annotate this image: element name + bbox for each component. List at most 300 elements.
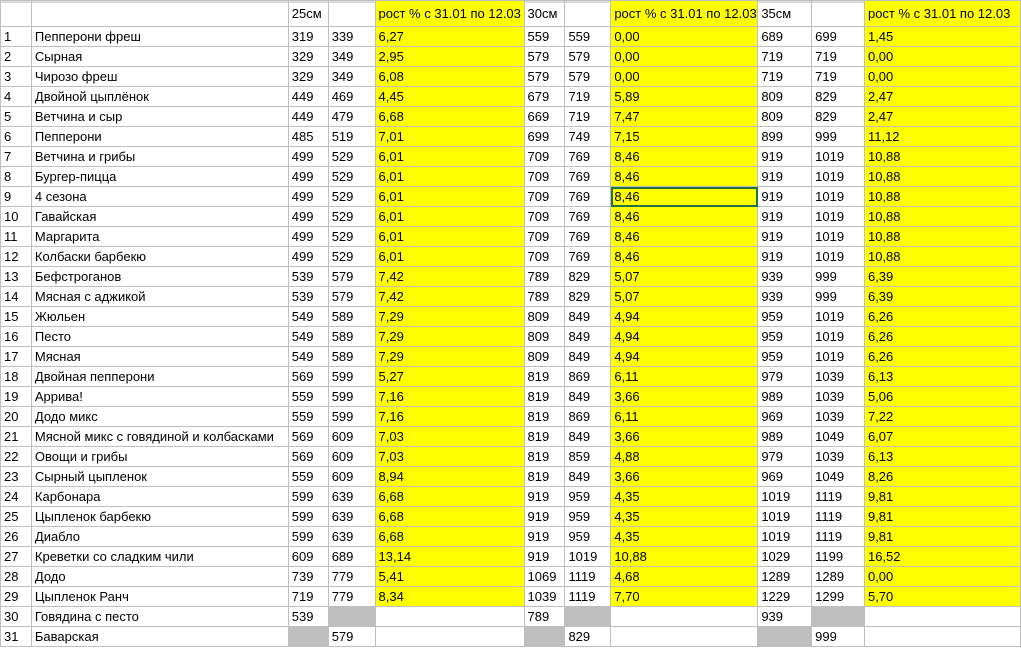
row-number-cell[interactable]: 14 bbox=[1, 287, 32, 307]
table-cell[interactable]: 499 bbox=[288, 187, 328, 207]
table-cell[interactable]: 7,03 bbox=[375, 427, 524, 447]
table-cell[interactable]: 2,47 bbox=[864, 87, 1020, 107]
table-cell[interactable]: 0,00 bbox=[611, 27, 758, 47]
table-cell[interactable]: 11,12 bbox=[864, 127, 1020, 147]
table-cell[interactable]: 709 bbox=[524, 247, 565, 267]
table-cell[interactable]: 529 bbox=[328, 167, 375, 187]
table-cell[interactable]: 1119 bbox=[812, 507, 865, 527]
table-cell[interactable]: 8,46 bbox=[611, 227, 758, 247]
row-number-cell[interactable]: 25 bbox=[1, 507, 32, 527]
table-cell[interactable]: 1119 bbox=[565, 587, 611, 607]
table-cell[interactable]: 6,39 bbox=[864, 287, 1020, 307]
table-cell[interactable]: 1019 bbox=[812, 307, 865, 327]
table-cell[interactable]: 809 bbox=[758, 87, 812, 107]
table-cell[interactable]: 609 bbox=[328, 467, 375, 487]
table-cell[interactable]: 599 bbox=[328, 407, 375, 427]
table-cell[interactable]: 569 bbox=[288, 367, 328, 387]
header-cell[interactable]: рост % с 31.01 по 12.03 bbox=[864, 1, 1020, 27]
table-cell[interactable]: 519 bbox=[328, 127, 375, 147]
table-cell[interactable]: 809 bbox=[758, 107, 812, 127]
table-cell[interactable]: 1039 bbox=[812, 407, 865, 427]
row-number-cell[interactable]: 17 bbox=[1, 347, 32, 367]
pizza-name-cell[interactable]: Колбаски барбекю bbox=[31, 247, 288, 267]
row-number-cell[interactable]: 5 bbox=[1, 107, 32, 127]
table-cell[interactable]: 919 bbox=[524, 527, 565, 547]
table-cell[interactable]: 689 bbox=[758, 27, 812, 47]
table-cell[interactable]: 1049 bbox=[812, 467, 865, 487]
header-cell[interactable] bbox=[812, 1, 865, 27]
table-cell[interactable]: 599 bbox=[288, 527, 328, 547]
table-cell[interactable]: 549 bbox=[288, 327, 328, 347]
table-cell[interactable]: 8,34 bbox=[375, 587, 524, 607]
table-cell[interactable] bbox=[611, 607, 758, 627]
table-cell[interactable]: 589 bbox=[328, 347, 375, 367]
table-cell[interactable]: 859 bbox=[565, 447, 611, 467]
table-cell[interactable]: 7,16 bbox=[375, 407, 524, 427]
table-cell[interactable]: 579 bbox=[524, 47, 565, 67]
row-number-cell[interactable]: 26 bbox=[1, 527, 32, 547]
table-cell[interactable]: 539 bbox=[288, 287, 328, 307]
row-number-cell[interactable]: 23 bbox=[1, 467, 32, 487]
table-cell[interactable]: 689 bbox=[328, 547, 375, 567]
pizza-name-cell[interactable]: Мясная bbox=[31, 347, 288, 367]
table-cell[interactable] bbox=[565, 607, 611, 627]
table-cell[interactable]: 1019 bbox=[812, 147, 865, 167]
pizza-name-cell[interactable]: Креветки со сладким чили bbox=[31, 547, 288, 567]
table-cell[interactable]: 549 bbox=[288, 347, 328, 367]
table-cell[interactable]: 809 bbox=[524, 347, 565, 367]
table-cell[interactable]: 6,08 bbox=[375, 67, 524, 87]
table-cell[interactable]: 529 bbox=[328, 247, 375, 267]
table-cell[interactable]: 919 bbox=[758, 207, 812, 227]
pizza-name-cell[interactable]: Сырная bbox=[31, 47, 288, 67]
table-cell[interactable]: 809 bbox=[524, 307, 565, 327]
table-cell[interactable]: 8,46 bbox=[611, 147, 758, 167]
header-cell[interactable] bbox=[565, 1, 611, 27]
table-cell[interactable]: 6,13 bbox=[864, 447, 1020, 467]
pizza-name-cell[interactable]: Додо микс bbox=[31, 407, 288, 427]
table-cell[interactable]: 709 bbox=[524, 167, 565, 187]
table-cell[interactable]: 829 bbox=[812, 87, 865, 107]
table-cell[interactable]: 919 bbox=[758, 147, 812, 167]
table-cell[interactable]: 959 bbox=[758, 327, 812, 347]
table-cell[interactable]: 499 bbox=[288, 227, 328, 247]
table-cell[interactable]: 1019 bbox=[812, 207, 865, 227]
table-cell[interactable]: 1019 bbox=[812, 327, 865, 347]
table-cell[interactable]: 469 bbox=[328, 87, 375, 107]
table-cell[interactable]: 1229 bbox=[758, 587, 812, 607]
table-cell[interactable]: 8,46 bbox=[611, 247, 758, 267]
table-cell[interactable]: 7,29 bbox=[375, 307, 524, 327]
table-cell[interactable]: 8,46 bbox=[611, 187, 758, 207]
table-cell[interactable]: 6,27 bbox=[375, 27, 524, 47]
table-cell[interactable]: 709 bbox=[524, 207, 565, 227]
row-number-cell[interactable]: 3 bbox=[1, 67, 32, 87]
table-cell[interactable] bbox=[328, 607, 375, 627]
table-cell[interactable]: 819 bbox=[524, 407, 565, 427]
row-number-cell[interactable]: 16 bbox=[1, 327, 32, 347]
table-cell[interactable]: 1119 bbox=[812, 487, 865, 507]
table-cell[interactable]: 789 bbox=[524, 287, 565, 307]
row-number-cell[interactable]: 18 bbox=[1, 367, 32, 387]
table-cell[interactable]: 1119 bbox=[812, 527, 865, 547]
table-cell[interactable]: 719 bbox=[758, 47, 812, 67]
row-number-cell[interactable]: 9 bbox=[1, 187, 32, 207]
table-cell[interactable]: 599 bbox=[288, 487, 328, 507]
table-cell[interactable]: 9,81 bbox=[864, 507, 1020, 527]
table-cell[interactable]: 829 bbox=[812, 107, 865, 127]
table-cell[interactable]: 9,81 bbox=[864, 527, 1020, 547]
table-cell[interactable]: 6,11 bbox=[611, 407, 758, 427]
table-cell[interactable] bbox=[812, 607, 865, 627]
table-cell[interactable]: 719 bbox=[565, 107, 611, 127]
table-cell[interactable]: 589 bbox=[328, 327, 375, 347]
table-cell[interactable]: 999 bbox=[812, 287, 865, 307]
table-cell[interactable]: 1019 bbox=[812, 347, 865, 367]
table-cell[interactable]: 6,39 bbox=[864, 267, 1020, 287]
table-cell[interactable]: 899 bbox=[758, 127, 812, 147]
table-cell[interactable]: 6,26 bbox=[864, 307, 1020, 327]
table-cell[interactable]: 1019 bbox=[812, 167, 865, 187]
table-cell[interactable]: 709 bbox=[524, 147, 565, 167]
table-cell[interactable]: 639 bbox=[328, 487, 375, 507]
table-cell[interactable]: 6,01 bbox=[375, 247, 524, 267]
table-cell[interactable]: 7,47 bbox=[611, 107, 758, 127]
table-cell[interactable]: 8,46 bbox=[611, 167, 758, 187]
table-cell[interactable]: 1039 bbox=[812, 367, 865, 387]
table-cell[interactable]: 4,94 bbox=[611, 307, 758, 327]
table-cell[interactable]: 769 bbox=[565, 167, 611, 187]
table-cell[interactable]: 959 bbox=[565, 507, 611, 527]
row-number-cell[interactable]: 31 bbox=[1, 627, 32, 647]
table-cell[interactable]: 349 bbox=[328, 47, 375, 67]
table-cell[interactable]: 7,16 bbox=[375, 387, 524, 407]
table-cell[interactable]: 8,94 bbox=[375, 467, 524, 487]
table-cell[interactable]: 699 bbox=[812, 27, 865, 47]
table-cell[interactable] bbox=[611, 627, 758, 647]
table-cell[interactable]: 6,26 bbox=[864, 327, 1020, 347]
table-cell[interactable]: 849 bbox=[565, 427, 611, 447]
table-cell[interactable]: 499 bbox=[288, 167, 328, 187]
table-cell[interactable]: 4,45 bbox=[375, 87, 524, 107]
table-cell[interactable]: 679 bbox=[524, 87, 565, 107]
table-cell[interactable]: 5,07 bbox=[611, 267, 758, 287]
pizza-name-cell[interactable]: Двойной цыплёнок bbox=[31, 87, 288, 107]
table-cell[interactable]: 13,14 bbox=[375, 547, 524, 567]
table-cell[interactable]: 499 bbox=[288, 207, 328, 227]
table-cell[interactable]: 1299 bbox=[812, 587, 865, 607]
table-cell[interactable]: 959 bbox=[565, 527, 611, 547]
table-cell[interactable]: 5,41 bbox=[375, 567, 524, 587]
table-cell[interactable]: 829 bbox=[565, 627, 611, 647]
table-cell[interactable]: 5,89 bbox=[611, 87, 758, 107]
table-cell[interactable]: 3,66 bbox=[611, 387, 758, 407]
row-number-cell[interactable]: 13 bbox=[1, 267, 32, 287]
table-cell[interactable]: 789 bbox=[524, 607, 565, 627]
table-cell[interactable] bbox=[864, 607, 1020, 627]
table-cell[interactable]: 6,11 bbox=[611, 367, 758, 387]
table-cell[interactable]: 7,42 bbox=[375, 267, 524, 287]
table-cell[interactable]: 539 bbox=[288, 267, 328, 287]
table-cell[interactable]: 849 bbox=[565, 327, 611, 347]
table-cell[interactable]: 869 bbox=[565, 367, 611, 387]
table-cell[interactable]: 6,68 bbox=[375, 487, 524, 507]
table-cell[interactable]: 539 bbox=[288, 607, 328, 627]
table-cell[interactable]: 849 bbox=[565, 467, 611, 487]
table-cell[interactable]: 10,88 bbox=[864, 227, 1020, 247]
table-cell[interactable]: 449 bbox=[288, 87, 328, 107]
table-cell[interactable]: 569 bbox=[288, 427, 328, 447]
row-number-cell[interactable]: 12 bbox=[1, 247, 32, 267]
table-cell[interactable]: 0,00 bbox=[864, 67, 1020, 87]
table-cell[interactable]: 849 bbox=[565, 387, 611, 407]
pizza-name-cell[interactable]: Бефстроганов bbox=[31, 267, 288, 287]
table-cell[interactable]: 599 bbox=[328, 367, 375, 387]
table-cell[interactable]: 719 bbox=[288, 587, 328, 607]
table-cell[interactable] bbox=[758, 627, 812, 647]
table-cell[interactable]: 589 bbox=[328, 307, 375, 327]
table-cell[interactable]: 16,52 bbox=[864, 547, 1020, 567]
row-number-cell[interactable]: 24 bbox=[1, 487, 32, 507]
header-cell[interactable]: 30см bbox=[524, 1, 565, 27]
table-cell[interactable]: 999 bbox=[812, 127, 865, 147]
pizza-name-cell[interactable]: Чирозо фреш bbox=[31, 67, 288, 87]
table-cell[interactable]: 1029 bbox=[758, 547, 812, 567]
row-number-cell[interactable]: 10 bbox=[1, 207, 32, 227]
table-cell[interactable]: 1019 bbox=[758, 487, 812, 507]
row-number-cell[interactable]: 1 bbox=[1, 27, 32, 47]
row-number-cell[interactable]: 28 bbox=[1, 567, 32, 587]
table-cell[interactable]: 849 bbox=[565, 307, 611, 327]
row-number-cell[interactable]: 4 bbox=[1, 87, 32, 107]
table-cell[interactable]: 609 bbox=[328, 427, 375, 447]
table-cell[interactable]: 7,03 bbox=[375, 447, 524, 467]
table-cell[interactable]: 3,66 bbox=[611, 467, 758, 487]
table-cell[interactable]: 769 bbox=[565, 187, 611, 207]
pizza-name-cell[interactable]: Баварская bbox=[31, 627, 288, 647]
table-cell[interactable]: 719 bbox=[758, 67, 812, 87]
table-cell[interactable]: 499 bbox=[288, 247, 328, 267]
table-cell[interactable]: 8,26 bbox=[864, 467, 1020, 487]
table-cell[interactable]: 819 bbox=[524, 367, 565, 387]
table-cell[interactable]: 999 bbox=[812, 627, 865, 647]
table-cell[interactable]: 749 bbox=[565, 127, 611, 147]
table-cell[interactable]: 1069 bbox=[524, 567, 565, 587]
table-cell[interactable]: 919 bbox=[758, 167, 812, 187]
table-cell[interactable]: 10,88 bbox=[864, 207, 1020, 227]
table-cell[interactable]: 559 bbox=[288, 387, 328, 407]
row-number-cell[interactable]: 6 bbox=[1, 127, 32, 147]
table-cell[interactable]: 4,94 bbox=[611, 327, 758, 347]
table-cell[interactable]: 329 bbox=[288, 47, 328, 67]
table-cell[interactable]: 779 bbox=[328, 567, 375, 587]
row-number-cell[interactable]: 11 bbox=[1, 227, 32, 247]
table-cell[interactable]: 919 bbox=[524, 487, 565, 507]
table-cell[interactable]: 989 bbox=[758, 427, 812, 447]
table-cell[interactable]: 6,26 bbox=[864, 347, 1020, 367]
table-cell[interactable]: 639 bbox=[328, 507, 375, 527]
table-cell[interactable]: 499 bbox=[288, 147, 328, 167]
table-cell[interactable]: 1119 bbox=[565, 567, 611, 587]
table-cell[interactable]: 989 bbox=[758, 387, 812, 407]
table-cell[interactable]: 1039 bbox=[812, 447, 865, 467]
table-cell[interactable]: 529 bbox=[328, 147, 375, 167]
table-cell[interactable]: 0,00 bbox=[611, 67, 758, 87]
table-cell[interactable]: 979 bbox=[758, 367, 812, 387]
table-cell[interactable]: 0,00 bbox=[864, 47, 1020, 67]
pizza-name-cell[interactable]: Маргарита bbox=[31, 227, 288, 247]
pizza-name-cell[interactable]: Додо bbox=[31, 567, 288, 587]
header-cell[interactable]: рост % с 31.01 по 12.03 bbox=[375, 1, 524, 27]
table-cell[interactable]: 10,88 bbox=[864, 147, 1020, 167]
table-cell[interactable]: 999 bbox=[812, 267, 865, 287]
header-cell[interactable] bbox=[1, 1, 32, 27]
table-cell[interactable]: 8,46 bbox=[611, 207, 758, 227]
table-cell[interactable]: 0,00 bbox=[611, 47, 758, 67]
table-cell[interactable]: 449 bbox=[288, 107, 328, 127]
table-cell[interactable] bbox=[288, 627, 328, 647]
table-cell[interactable]: 579 bbox=[328, 287, 375, 307]
table-cell[interactable]: 6,01 bbox=[375, 167, 524, 187]
table-cell[interactable]: 599 bbox=[328, 387, 375, 407]
table-cell[interactable]: 6,01 bbox=[375, 187, 524, 207]
table-cell[interactable]: 1289 bbox=[758, 567, 812, 587]
table-cell[interactable]: 709 bbox=[524, 227, 565, 247]
table-cell[interactable]: 1019 bbox=[812, 247, 865, 267]
row-number-cell[interactable]: 27 bbox=[1, 547, 32, 567]
table-cell[interactable]: 979 bbox=[758, 447, 812, 467]
table-cell[interactable]: 319 bbox=[288, 27, 328, 47]
table-cell[interactable]: 9,81 bbox=[864, 487, 1020, 507]
pizza-name-cell[interactable]: Ветчина и грибы bbox=[31, 147, 288, 167]
table-cell[interactable]: 719 bbox=[565, 87, 611, 107]
table-cell[interactable]: 6,68 bbox=[375, 507, 524, 527]
table-cell[interactable]: 1039 bbox=[524, 587, 565, 607]
table-cell[interactable]: 6,13 bbox=[864, 367, 1020, 387]
table-cell[interactable]: 6,01 bbox=[375, 207, 524, 227]
table-cell[interactable]: 479 bbox=[328, 107, 375, 127]
table-cell[interactable]: 569 bbox=[288, 447, 328, 467]
table-cell[interactable]: 969 bbox=[758, 467, 812, 487]
table-cell[interactable]: 959 bbox=[758, 347, 812, 367]
table-cell[interactable]: 5,06 bbox=[864, 387, 1020, 407]
row-number-cell[interactable]: 15 bbox=[1, 307, 32, 327]
header-cell[interactable]: 25см bbox=[288, 1, 328, 27]
table-cell[interactable]: 1199 bbox=[812, 547, 865, 567]
table-cell[interactable]: 1039 bbox=[812, 387, 865, 407]
row-number-cell[interactable]: 22 bbox=[1, 447, 32, 467]
table-cell[interactable]: 10,88 bbox=[611, 547, 758, 567]
table-cell[interactable]: 849 bbox=[565, 347, 611, 367]
table-cell[interactable]: 919 bbox=[524, 507, 565, 527]
table-cell[interactable]: 5,27 bbox=[375, 367, 524, 387]
row-number-cell[interactable]: 21 bbox=[1, 427, 32, 447]
table-cell[interactable]: 969 bbox=[758, 407, 812, 427]
table-cell[interactable]: 1049 bbox=[812, 427, 865, 447]
table-cell[interactable]: 669 bbox=[524, 107, 565, 127]
table-cell[interactable]: 6,07 bbox=[864, 427, 1020, 447]
table-cell[interactable]: 609 bbox=[288, 547, 328, 567]
table-cell[interactable]: 769 bbox=[565, 227, 611, 247]
table-cell[interactable]: 559 bbox=[288, 407, 328, 427]
table-cell[interactable]: 719 bbox=[812, 67, 865, 87]
table-cell[interactable]: 919 bbox=[524, 547, 565, 567]
table-cell[interactable]: 769 bbox=[565, 247, 611, 267]
table-cell[interactable]: 549 bbox=[288, 307, 328, 327]
table-cell[interactable]: 609 bbox=[328, 447, 375, 467]
table-cell[interactable]: 329 bbox=[288, 67, 328, 87]
table-cell[interactable]: 7,70 bbox=[611, 587, 758, 607]
table-cell[interactable]: 869 bbox=[565, 407, 611, 427]
table-cell[interactable]: 529 bbox=[328, 227, 375, 247]
row-number-cell[interactable]: 30 bbox=[1, 607, 32, 627]
table-cell[interactable]: 829 bbox=[565, 287, 611, 307]
pizza-name-cell[interactable]: Двойная пепперони bbox=[31, 367, 288, 387]
table-cell[interactable]: 579 bbox=[565, 47, 611, 67]
table-cell[interactable]: 959 bbox=[758, 307, 812, 327]
table-cell[interactable]: 6,68 bbox=[375, 527, 524, 547]
table-cell[interactable]: 529 bbox=[328, 187, 375, 207]
pizza-name-cell[interactable]: Мясная с аджикой bbox=[31, 287, 288, 307]
table-cell[interactable]: 819 bbox=[524, 387, 565, 407]
table-cell[interactable]: 699 bbox=[524, 127, 565, 147]
row-number-cell[interactable]: 8 bbox=[1, 167, 32, 187]
table-cell[interactable]: 1019 bbox=[758, 527, 812, 547]
table-cell[interactable]: 0,00 bbox=[864, 567, 1020, 587]
table-cell[interactable]: 769 bbox=[565, 207, 611, 227]
row-number-cell[interactable]: 7 bbox=[1, 147, 32, 167]
table-cell[interactable]: 7,42 bbox=[375, 287, 524, 307]
table-cell[interactable]: 2,95 bbox=[375, 47, 524, 67]
pizza-name-cell[interactable]: Цыпленок Ранч bbox=[31, 587, 288, 607]
table-cell[interactable]: 579 bbox=[328, 627, 375, 647]
row-number-cell[interactable]: 29 bbox=[1, 587, 32, 607]
table-cell[interactable]: 6,01 bbox=[375, 147, 524, 167]
table-cell[interactable]: 779 bbox=[328, 587, 375, 607]
table-cell[interactable]: 339 bbox=[328, 27, 375, 47]
table-cell[interactable]: 599 bbox=[288, 507, 328, 527]
table-cell[interactable]: 769 bbox=[565, 147, 611, 167]
table-cell[interactable]: 579 bbox=[565, 67, 611, 87]
table-cell[interactable]: 939 bbox=[758, 287, 812, 307]
pizza-name-cell[interactable]: Сырный цыпленок bbox=[31, 467, 288, 487]
pizza-name-cell[interactable]: Говядина с песто bbox=[31, 607, 288, 627]
table-cell[interactable]: 4,35 bbox=[611, 507, 758, 527]
pizza-name-cell[interactable]: Жюльен bbox=[31, 307, 288, 327]
pizza-name-cell[interactable]: Песто bbox=[31, 327, 288, 347]
pizza-name-cell[interactable]: Овощи и грибы bbox=[31, 447, 288, 467]
table-cell[interactable]: 7,29 bbox=[375, 327, 524, 347]
pizza-name-cell[interactable]: Пепперони фреш bbox=[31, 27, 288, 47]
row-number-cell[interactable]: 2 bbox=[1, 47, 32, 67]
table-cell[interactable] bbox=[375, 627, 524, 647]
pizza-name-cell[interactable]: Гавайская bbox=[31, 207, 288, 227]
table-cell[interactable]: 7,01 bbox=[375, 127, 524, 147]
table-cell[interactable]: 1019 bbox=[758, 507, 812, 527]
header-cell[interactable]: рост % с 31.01 по 12.03 bbox=[611, 1, 758, 27]
table-cell[interactable]: 4,88 bbox=[611, 447, 758, 467]
table-cell[interactable]: 2,47 bbox=[864, 107, 1020, 127]
table-cell[interactable]: 829 bbox=[565, 267, 611, 287]
table-cell[interactable]: 639 bbox=[328, 527, 375, 547]
table-cell[interactable]: 1019 bbox=[812, 227, 865, 247]
table-cell[interactable]: 919 bbox=[758, 187, 812, 207]
table-cell[interactable]: 10,88 bbox=[864, 187, 1020, 207]
table-cell[interactable]: 1289 bbox=[812, 567, 865, 587]
header-cell[interactable] bbox=[328, 1, 375, 27]
table-cell[interactable]: 5,70 bbox=[864, 587, 1020, 607]
table-cell[interactable]: 819 bbox=[524, 447, 565, 467]
